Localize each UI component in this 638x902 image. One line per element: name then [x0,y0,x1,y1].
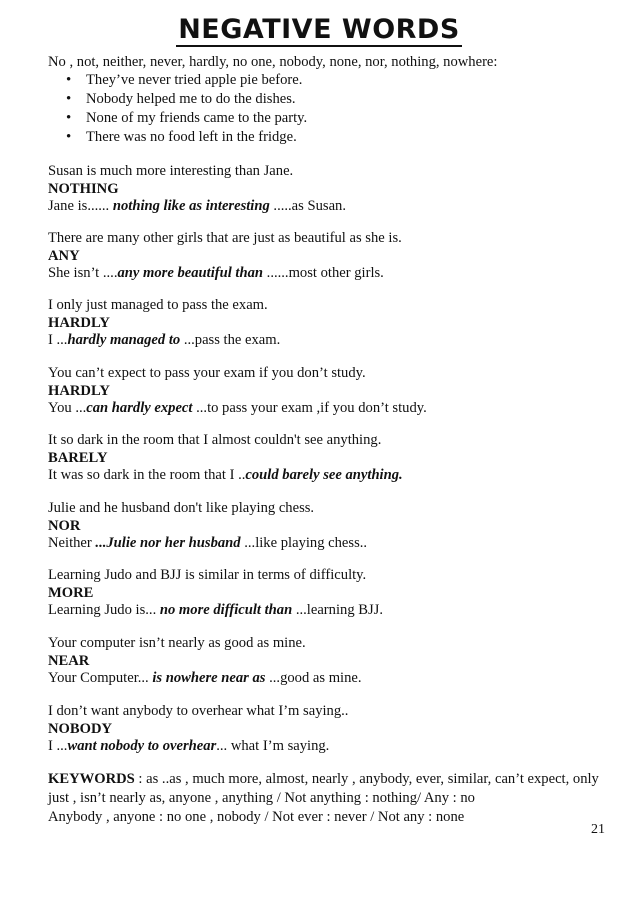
exercise-sentence: You can’t expect to pass your exam if you don’t study. [48,365,366,381]
example-item: • None of my friends came to the party. [66,109,307,128]
exercise-keyword: ANY [48,247,80,264]
example-list [66,71,307,147]
exercise-sentence: It so dark in the room that I almost couldn't see anything. [48,432,382,448]
exercise-8 [48,635,628,688]
exercise-answer-line: Your Computer... is nowhere near as ...good as mine. [48,670,362,686]
exercise-9 [48,703,628,756]
exercise-keyword: NOTHING [48,180,119,197]
exercise-answer-line: She isn’t ....any more beautiful than ......most other girls. [48,265,384,281]
page-title: NEGATIVE WORDS [178,14,460,45]
exercise-1 [48,163,628,216]
exercise-answer: can hardly expect [86,400,193,416]
exercise-sentence: I don’t want anybody to overhear what I’m saying.. [48,703,349,719]
exercise-answer-line: Jane is...... nothing like as interesting .....as Susan. [48,198,346,214]
exercise-answer: no more difficult than [159,602,293,618]
exercise-answer: hardly managed to [67,332,181,348]
exercise-3 [48,297,628,350]
keywords-text: : as ..as , much more, almost, nearly , anybody, ever, similar, can’t expect, only just , isn’t nearly as, anyone , anything / Not anything : nothing/ Any : no [48,771,599,806]
exercise-sentence: Susan is much more interesting than Jane. [48,163,294,179]
example-item: • There was no food left in the fridge. [66,128,307,147]
exercise-answer: nothing like as interesting [112,198,270,214]
exercise-sentence: Learning Judo and BJJ is similar in terms of difficulty. [48,567,367,583]
exercise-6 [48,500,628,553]
exercise-answer-line: It was so dark in the room that I ..could barely see anything. [48,467,403,483]
exercise-keyword: NOBODY [48,720,113,737]
keywords-line-2: Anybody , anyone : no one , nobody / Not ever : never / Not any : none [48,809,465,825]
exercise-answer-line: You ...can hardly expect ...to pass your exam ,if you don’t study. [48,400,427,416]
exercise-sentence: Julie and he husband don't like playing chess. [48,500,315,516]
exercise-answer-line: Learning Judo is... no more difficult than ...learning BJJ. [48,602,384,618]
exercise-keyword: HARDLY [48,382,110,399]
exercise-2 [48,230,628,283]
exercise-answer-line: I ...hardly managed to ...pass the exam. [48,332,281,348]
exercise-answer-line: I ...want nobody to overhear... what I’m saying. [48,738,330,754]
exercise-answer: could barely see anything. [245,467,403,483]
example-item: • They’ve never tried apple pie before. [66,71,307,90]
exercise-keyword: HARDLY [48,314,110,331]
keywords-section [48,770,623,827]
exercise-answer: any more beautiful than [117,265,264,281]
exercise-sentence: There are many other girls that are just as beautiful as she is. [48,230,402,246]
example-item: • Nobody helped me to do the dishes. [66,90,307,109]
exercise-answer: ...Julie nor her husband [95,535,241,551]
exercise-keyword: BARELY [48,449,108,466]
exercise-answer-line: Neither ...Julie nor her husband ...like playing chess.. [48,535,368,551]
exercise-sentence: Your computer isn’t nearly as good as mine. [48,635,306,651]
exercise-keyword: NEAR [48,652,90,669]
exercise-sentence: I only just managed to pass the exam. [48,297,268,313]
exercise-answer: is nowhere near as [152,670,266,686]
exercise-4 [48,365,628,418]
keywords-label: KEYWORDS [48,771,135,787]
page-number: 21 [591,822,605,837]
exercise-keyword: MORE [48,584,94,601]
exercise-5 [48,432,628,485]
exercise-keyword: NOR [48,517,81,534]
negative-words-list: No , not, neither, never, hardly, no one, nobody, none, nor, nothing, nowhere: [48,54,498,70]
exercise-7 [48,567,628,620]
exercise-answer: want nobody to overhear [67,738,217,754]
